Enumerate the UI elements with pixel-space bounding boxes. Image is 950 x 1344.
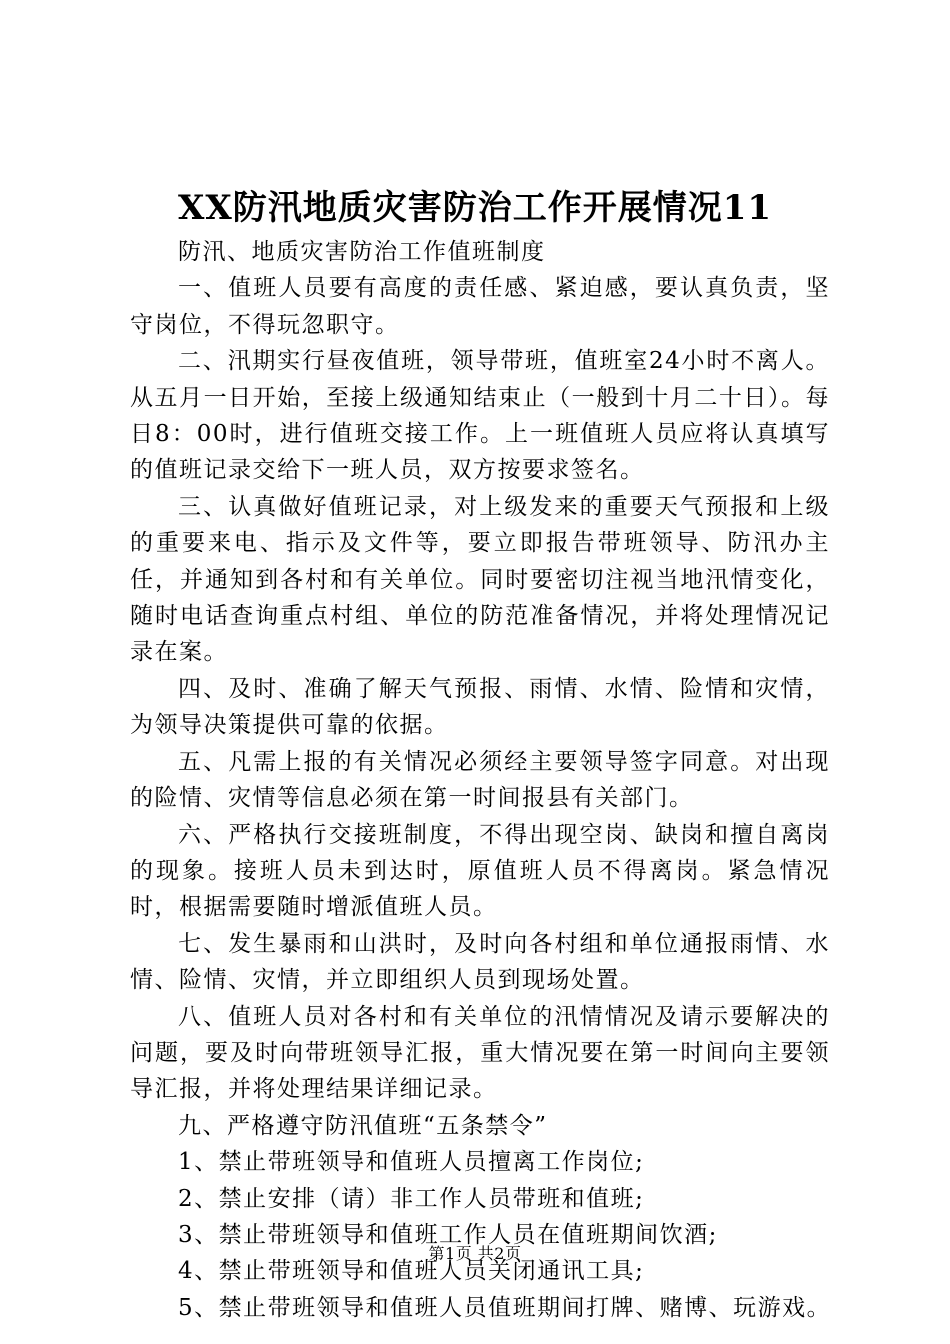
section-heading: 防汛、地质灾害防治工作值班制度 [178, 239, 546, 265]
rule-paragraph-1: 一、值班人员要有高度的责任感、紧迫感，要认真负责，坚守岗位，不得玩忽职守。 [130, 275, 830, 338]
page-number-footer: 第1页 共2页 [428, 1244, 522, 1263]
rule-paragraph-9: 九、严格遵守防汛值班“五条禁令” [178, 1112, 548, 1139]
rule-paragraph-3: 三、认真做好值班记录，对上级发来的重要天气预报和上级的重要来电、指示及文件等，要立即报告带班领导、防汛办主任，并通知到各村和有关单位。同时要密切注视当地汛情变化，随时电话查询重点村组、单位的防范准备情况，并将处理情况记录在案。 [130, 493, 830, 666]
prohibition-item: 4、禁止带班领导和值班人员关闭通讯工具; [178, 1258, 645, 1285]
prohibition-item: 2、禁止安排（请）非工作人员带班和值班; [178, 1185, 645, 1212]
rule-paragraph-5: 五、凡需上报的有关情况必须经主要领导签字同意。对出现的险情、灾情等信息必须在第一时间报县有关部门。 [130, 748, 830, 812]
prohibition-item: 5、禁止带班领导和值班人员值班期间打牌、赌博、玩游戏。 [178, 1294, 832, 1321]
rule-paragraph-2: 二、汛期实行昼夜值班，领导带班，值班室24小时不离人。从五月一日开始，至接上级通知结束止（一般到十月二十日）。每日8：00时，进行值班交接工作。上一班值班人员应将认真填写的值班记录交给下一班人员，双方按要求签名。 [130, 348, 830, 484]
prohibition-item: 1、禁止带班领导和值班人员擅离工作岗位; [178, 1149, 645, 1176]
document-body [130, 234, 830, 1326]
document-title: XX防汛地质灾害防治工作开展情况11 [177, 188, 773, 228]
rule-paragraph-8: 八、值班人员对各村和有关单位的汛情情况及请示要解决的问题，要及时向带班领导汇报，重大情况要在第一时间向主要领导汇报，并将处理结果详细记录。 [130, 1003, 830, 1103]
prohibition-item: 3、禁止带班领导和值班工作人员在值班期间饮酒; [178, 1221, 718, 1248]
rule-paragraph-7: 七、发生暴雨和山洪时，及时向各村组和单位通报雨情、水情、险情、灾情，并立即组织人员到现场处置。 [130, 930, 830, 994]
rule-paragraph-4: 四、及时、准确了解天气预报、雨情、水情、险情和灾情，为领导决策提供可靠的依据。 [130, 675, 830, 739]
rule-paragraph-6: 六、严格执行交接班制度，不得出现空岗、缺岗和擅自离岗的现象。接班人员未到达时，原值班人员不得离岗。紧急情况时，根据需要随时增派值班人员。 [130, 821, 830, 921]
